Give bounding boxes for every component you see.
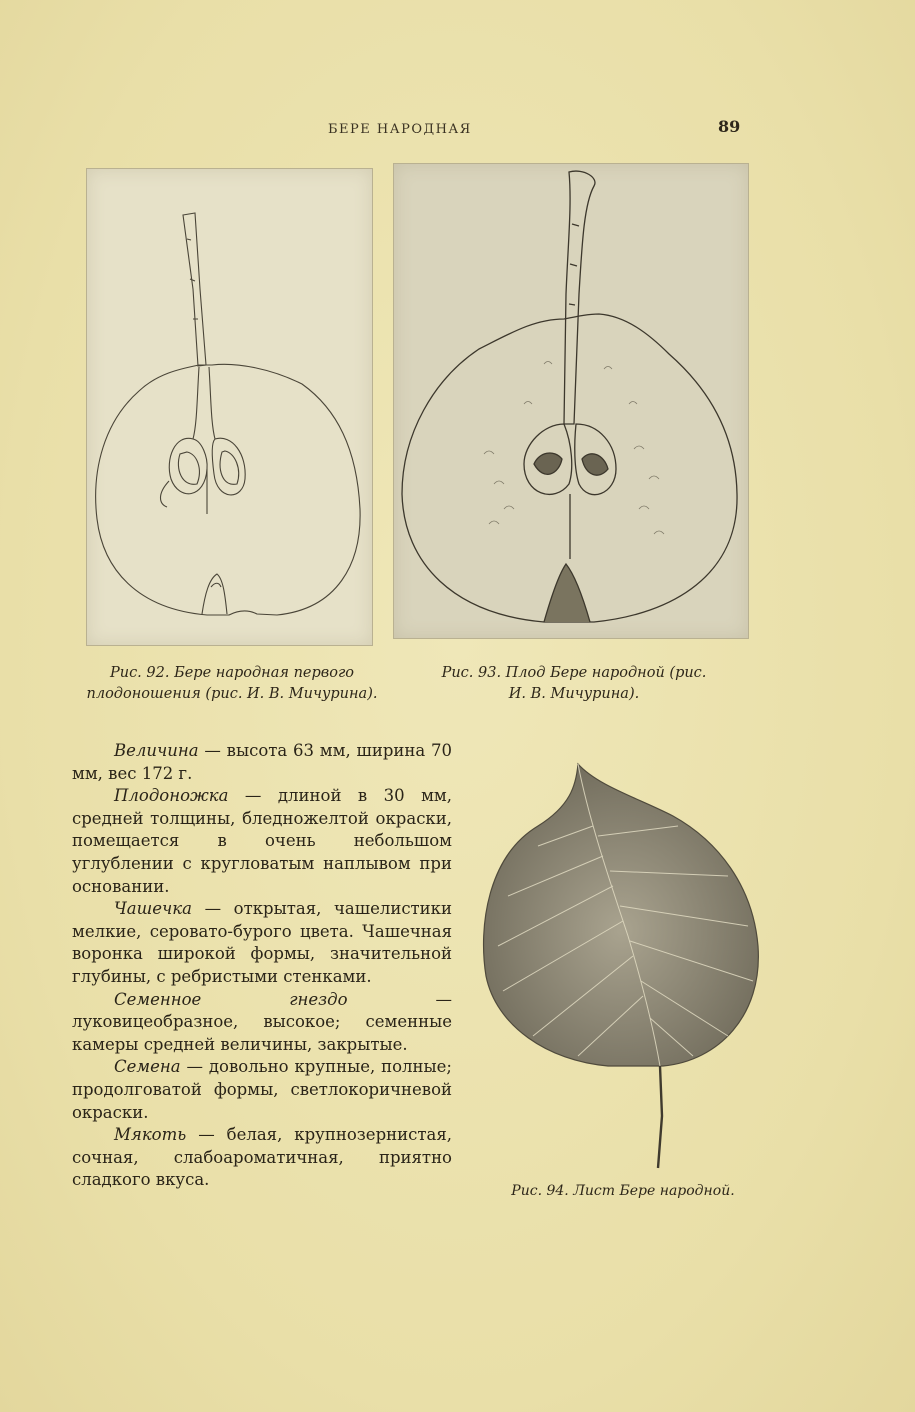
paragraph-stalk: Плодоножка — длиной в 30 мм, средней толщины, бледножелтой окраски, помещается в очень небольшом углублении с кругловатым наплывом при основании. bbox=[72, 786, 452, 896]
figure-92-pear-drawing bbox=[86, 168, 373, 646]
caption-figure-93: Рис. 93. Плод Бере народной (рис. И. В. Мичурина). bbox=[441, 665, 707, 702]
paragraph-size: Величина — высота 63 мм, ширина 70 мм, вес 172 г. bbox=[72, 741, 452, 783]
caption-figure-92: Рис. 92. Бере народная первого плодоношения (рис. И. В. Мичурина). bbox=[86, 665, 378, 702]
description-text bbox=[72, 740, 452, 1192]
paragraph-seeds: Семена — довольно крупные, полные; продолговатой формы, светлокоричневой окраски. bbox=[72, 1057, 452, 1122]
caption-figure-94: Рис. 94. Лист Бере народной. bbox=[511, 1183, 735, 1199]
figure-93-fruit-section bbox=[393, 163, 749, 639]
paragraph-seed-nest: Семенное гнездо — луковицеобразное, высокое; семенные камеры средней величины, закрытые. bbox=[72, 989, 452, 1054]
pear-fruit-section-drawing-icon bbox=[394, 164, 748, 638]
running-title: БЕРЕ НАРОДНАЯ bbox=[328, 122, 472, 137]
figure-94-leaf bbox=[478, 756, 766, 1176]
pear-half-drawing-icon bbox=[87, 169, 372, 645]
paragraph-flesh: Мякоть — белая, крупнозернистая, сочная, слабоароматичная, приятно сладкого вкуса. bbox=[72, 1125, 452, 1190]
pear-leaf-photo-icon bbox=[478, 756, 766, 1176]
paragraph-calyx: Чашечка — открытая, чашелистики мелкие, серовато-бурого цвета. Чашечная воронка широкой формы, значительной глубины, с ребристыми стенками. bbox=[72, 899, 452, 986]
page-number: 89 bbox=[718, 117, 741, 136]
